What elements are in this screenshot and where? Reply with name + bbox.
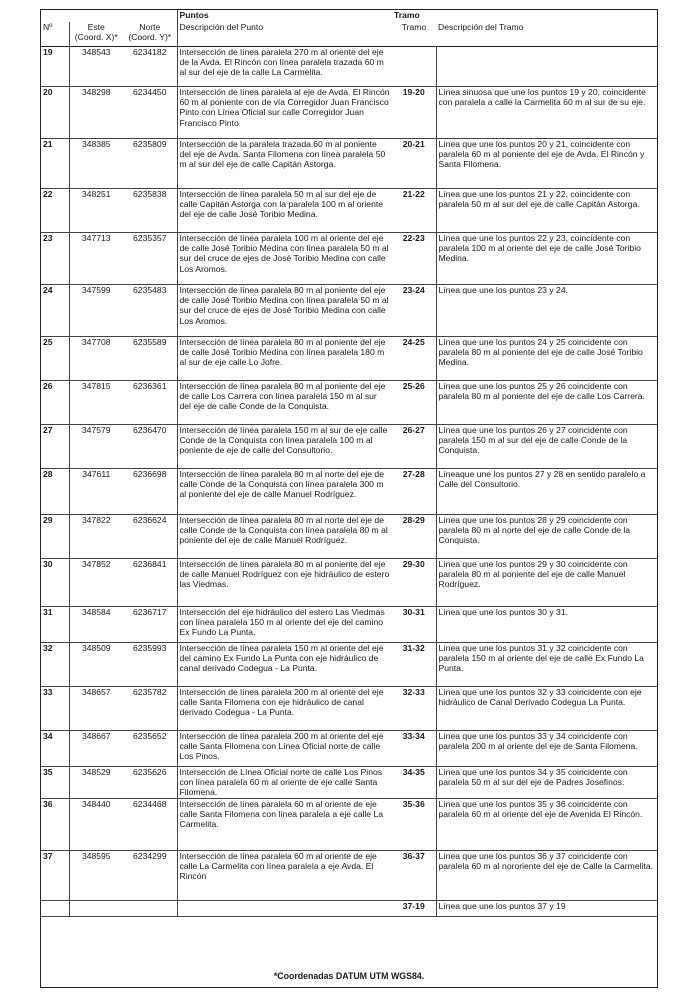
tramo-id: 30-31	[392, 607, 436, 643]
point-norte: 6236717	[123, 607, 177, 643]
point-description: Intersección de línea paralela 50 m al sur del eje de calle Capitán Astorga con la paralela 100 m al oriente del eje de calle José Toribio Medina.	[177, 189, 392, 233]
point-este: 347599	[69, 285, 123, 337]
point-norte: 6236698	[123, 469, 177, 515]
table-row	[41, 381, 657, 425]
tramo-description: Línea que une los puntos 21 y 22, coincidente con paralela 50 m al sur del eje de calle Capitán Astorga.	[436, 189, 657, 233]
point-description: Intersección de línea paralela 80 m al poniente del eje de calle Manuel Rodríguez con eje hidráulico de estero las Viedmas.	[177, 559, 392, 607]
point-este: 348667	[69, 731, 123, 767]
point-norte: 6235589	[123, 337, 177, 381]
point-number: 26	[41, 381, 69, 425]
tramo-description: Línea que une los puntos 31 y 32 coincidente con paralela 150 m al oriente del eje de calle Ex Fundo La Punta.	[436, 643, 657, 687]
point-este: 348595	[69, 850, 123, 900]
point-este: 347611	[69, 469, 123, 515]
datum-footnote: *Coordenadas DATUM UTM WGS84.	[273, 971, 425, 981]
table-row	[41, 607, 657, 643]
tramo-id: 20-21	[392, 139, 436, 189]
table-row	[41, 767, 657, 799]
col-point-description-header: Descripción del Punto	[177, 22, 392, 47]
tramo-description	[436, 47, 657, 87]
point-norte: 6234299	[123, 850, 177, 900]
point-norte: 6235993	[123, 643, 177, 687]
point-este	[69, 900, 123, 916]
tramo-description: Líneaque une los puntos 27 y 28 en sentido paralelo a Calle del Consultorio.	[436, 469, 657, 515]
tramo-description: Línea sinuosa que une los puntos 19 y 20, coincidente con paralela a calle la Carmelita 60 m al sur de su eje.	[436, 87, 657, 139]
tramo-description: Línea que une los puntos 35 y 36 coincidente con paralela 60 m al oriente del eje de Avenida El Rincón.	[436, 798, 657, 850]
point-este: 347822	[69, 515, 123, 559]
tramo-id: 36-37	[392, 850, 436, 900]
table-row	[41, 189, 657, 233]
point-norte: 6235652	[123, 731, 177, 767]
point-number: 21	[41, 139, 69, 189]
tramo-id	[392, 47, 436, 87]
puntos-group-header: Puntos	[177, 10, 392, 22]
column-header-row	[41, 22, 657, 47]
table-row	[41, 643, 657, 687]
tramo-description: Línea que une los puntos 22 y 23, coincidente con paralela 100 m al oriente del eje de calle José Toribio Medina.	[436, 233, 657, 285]
tramo-description: Línea que une los puntos 33 y 34 coincidente con paralela 200 m al oriente del eje de Santa Filomena.	[436, 731, 657, 767]
point-number: 30	[41, 559, 69, 607]
tramo-id: 31-32	[392, 643, 436, 687]
point-description: Intersección de línea paralela 80 m al poniente del eje de calle José Toribio Medina con línea paralela 50 m al sur del cruce de ejes de José Toribio Medina con calle Los Aromos.	[177, 285, 392, 337]
boundary-points-table	[41, 10, 657, 917]
point-number: 23	[41, 233, 69, 285]
point-number: 22	[41, 189, 69, 233]
point-description: Intersección de línea paralela 60 m al oriente de eje calle La Carmelita con línea paralela a eje Avda. El Rincón	[177, 850, 392, 900]
point-number: 20	[41, 87, 69, 139]
point-number: 31	[41, 607, 69, 643]
point-description: Intersección de línea paralela 60 m al oriente de eje calle Santa Filomena con línea paralela a eje calle La Carmelita.	[177, 798, 392, 850]
tramo-id: 25-26	[392, 381, 436, 425]
table-row	[41, 425, 657, 469]
point-este: 347815	[69, 381, 123, 425]
point-description: Intersección de línea paralela 80 m al norte del eje de calle Conde de la Conquista con línea paralela 300 m al poniente del eje de calle Manuel Rodríguez.	[177, 469, 392, 515]
table-row	[41, 687, 657, 731]
tramo-description: Línea que une los puntos 26 y 27 coincidente con paralela 150 m al sur del eje de calle Conde de la Conquista.	[436, 425, 657, 469]
col-tramo-description-header: Descripción del Tramo	[436, 22, 657, 47]
tramo-id: 23-24	[392, 285, 436, 337]
point-este: 348584	[69, 607, 123, 643]
point-norte	[123, 900, 177, 916]
table-row	[41, 731, 657, 767]
table-row	[41, 47, 657, 87]
point-norte: 6235809	[123, 139, 177, 189]
point-description: Intersección de línea paralela 200 m al oriente del eje calle Santa Filomena con eje hidráulico de canal derivado Codegua - La Punta.	[177, 687, 392, 731]
point-description: Intersección de línea paralela 80 m al poniente del eje de calle Los Carrera con línea paralela 150 m al sur del eje de calle Conde de la Conquista.	[177, 381, 392, 425]
point-este: 348440	[69, 798, 123, 850]
point-este: 348385	[69, 139, 123, 189]
point-este: 347708	[69, 337, 123, 381]
point-norte: 6236361	[123, 381, 177, 425]
point-este: 348657	[69, 687, 123, 731]
tramo-description: Línea que une los puntos 25 y 26 coincidente con paralela 80 m al poniente del eje de calle Los Carrera.	[436, 381, 657, 425]
tramo-id: 29-30	[392, 559, 436, 607]
point-number: 24	[41, 285, 69, 337]
point-este: 348529	[69, 767, 123, 799]
tramo-description: Línea que une los puntos 34 y 35 coincidente con paralela 50 m al sur del eje de Padres Josefinos.	[436, 767, 657, 799]
tramo-description: Línea que une los puntos 24 y 25 coincidente con paralela 80 m al poniente del eje de calle José Toribio Medina.	[436, 337, 657, 381]
tramo-description: Línea que une los puntos 32 y 33 coincidente con eje hidráulico de Canal Derivado Codegua La Punta.	[436, 687, 657, 731]
point-norte: 6236470	[123, 425, 177, 469]
point-norte: 6235483	[123, 285, 177, 337]
tramo-id: 19-20	[392, 87, 436, 139]
table-row	[41, 798, 657, 850]
point-norte: 6234182	[123, 47, 177, 87]
point-norte: 6236624	[123, 515, 177, 559]
point-este: 348298	[69, 87, 123, 139]
tramo-id: 35-36	[392, 798, 436, 850]
point-description: Intersección de Línea Oficial norte de calle Los Pinos con línea paralela 60 m al oriente de eje calle Santa Filomena.	[177, 767, 392, 799]
tramo-id: 24-25	[392, 337, 436, 381]
point-norte: 6235357	[123, 233, 177, 285]
point-description: Intersección de línea paralela 270 m al oriente del eje de la Avda. El Rincón con línea paralela trazada 60 m al sur del eje de la calle La Carmelita.	[177, 47, 392, 87]
tramo-description: Línea que une los puntos 30 y 31.	[436, 607, 657, 643]
table-row	[41, 559, 657, 607]
point-description	[177, 900, 392, 916]
point-description: Intersección de la paralela trazada 60 m al poniente del eje de Avda. Santa Filomena con línea paralela 50 m al sur del eje de calle Capitán Astorga.	[177, 139, 392, 189]
point-number: 34	[41, 731, 69, 767]
table-row	[41, 515, 657, 559]
table-row	[41, 900, 657, 916]
tramo-id: 33-34	[392, 731, 436, 767]
point-number: 29	[41, 515, 69, 559]
point-norte: 6234450	[123, 87, 177, 139]
tramo-description: Línea que une los puntos 23 y 24.	[436, 285, 657, 337]
point-number: 33	[41, 687, 69, 731]
tramo-id: 26-27	[392, 425, 436, 469]
table-row	[41, 139, 657, 189]
point-number: 35	[41, 767, 69, 799]
point-number: 25	[41, 337, 69, 381]
point-norte: 6234468	[123, 798, 177, 850]
point-number: 37	[41, 850, 69, 900]
point-number: 19	[41, 47, 69, 87]
point-norte: 6235626	[123, 767, 177, 799]
point-este: 348251	[69, 189, 123, 233]
point-description: Intersección de línea paralela 80 m al norte del eje de calle Conde de la Conquista con línea paralela 80 m al poniente del eje de calle Manuel Rodríguez.	[177, 515, 392, 559]
col-number-header: Nº	[41, 22, 69, 47]
point-description: Intersección de línea paralela 150 m al sur de eje calle Conde de la Conquista con línea paralela 100 m al poniente de eje de calle del Consultorio.	[177, 425, 392, 469]
tramo-description: Línea que une los puntos 28 y 29 coincidente con paralela 80 m al norte del eje de calle Conde de la Conquista.	[436, 515, 657, 559]
tramo-id: 21-22	[392, 189, 436, 233]
tramo-group-header: Tramo	[394, 10, 420, 20]
point-number: 36	[41, 798, 69, 850]
point-norte: 6235838	[123, 189, 177, 233]
tramo-id: 28-29	[392, 515, 436, 559]
point-norte: 6236841	[123, 559, 177, 607]
point-este: 347852	[69, 559, 123, 607]
col-tramo-header: Tramo	[392, 22, 436, 47]
point-description: Intersección de línea paralela 200 m al oriente del eje calle Santa Filomena con Línea Oficial norte de calle Los Pinos.	[177, 731, 392, 767]
point-number: 32	[41, 643, 69, 687]
col-norte-header: Norte (Coord. Y)*	[123, 22, 177, 47]
point-number	[41, 900, 69, 916]
tramo-description: Línea que une los puntos 29 y 30 coincidente con paralela 80 m al poniente del eje de calle Manuel Rodríguez.	[436, 559, 657, 607]
point-number: 28	[41, 469, 69, 515]
point-este: 348509	[69, 643, 123, 687]
tramo-id: 34-35	[392, 767, 436, 799]
tramo-id: 32-33	[392, 687, 436, 731]
table-row	[41, 87, 657, 139]
document-page	[40, 9, 658, 988]
table-row	[41, 850, 657, 900]
point-description: Intersección de línea paralela 150 m al oriente del eje del camino Ex Fundo La Punta con eje hidráulico de canal derivado Codegua - La Punta.	[177, 643, 392, 687]
point-este: 347579	[69, 425, 123, 469]
point-norte: 6235782	[123, 687, 177, 731]
table-row	[41, 233, 657, 285]
point-number: 27	[41, 425, 69, 469]
point-este: 347713	[69, 233, 123, 285]
tramo-id: 37-19	[392, 900, 436, 916]
table-row	[41, 469, 657, 515]
tramo-description: Línea que une los puntos 36 y 37 coincidente con paralela 60 m al nororiente del eje de Calle la Carmelita.	[436, 850, 657, 900]
point-description: Intersección de línea paralela 80 m al poniente del eje de calle José Toribio Medina con línea paralela 180 m al sur de eje calle Lo Jofre.	[177, 337, 392, 381]
col-este-header: Este (Coord. X)*	[69, 22, 123, 47]
point-description: Intersección de línea paralela al eje de Avda. El Rincón 60 m al poniente con de vía Corregidor Juan Francisco Pinto con Línea Oficial sur calle Corregidor Juan Francisco Pinto	[177, 87, 392, 139]
point-description: Intersección del eje hidráulico del estero Las Viedmas con línea paralela 150 m al oriente del eje del camino Ex Fundo La Punta.	[177, 607, 392, 643]
tramo-description: Línea que une los puntos 20 y 21, coincidente con paralela 60 m al poniente del eje de Avda. El Rincón y Santa Filomena.	[436, 139, 657, 189]
tramo-description: Línea que une los puntos 37 y 19	[436, 900, 657, 916]
point-este: 348543	[69, 47, 123, 87]
tramo-id: 27-28	[392, 469, 436, 515]
header-group-row	[41, 10, 657, 22]
table-row	[41, 285, 657, 337]
table-row	[41, 337, 657, 381]
point-description: Intersección de línea paralela 100 m al oriente del eje de calle José Toribio Medina con línea paralela 50 m al sur del cruce de ejes de José Toribio Medina con calle Los Aromos.	[177, 233, 392, 285]
tramo-id: 22-23	[392, 233, 436, 285]
